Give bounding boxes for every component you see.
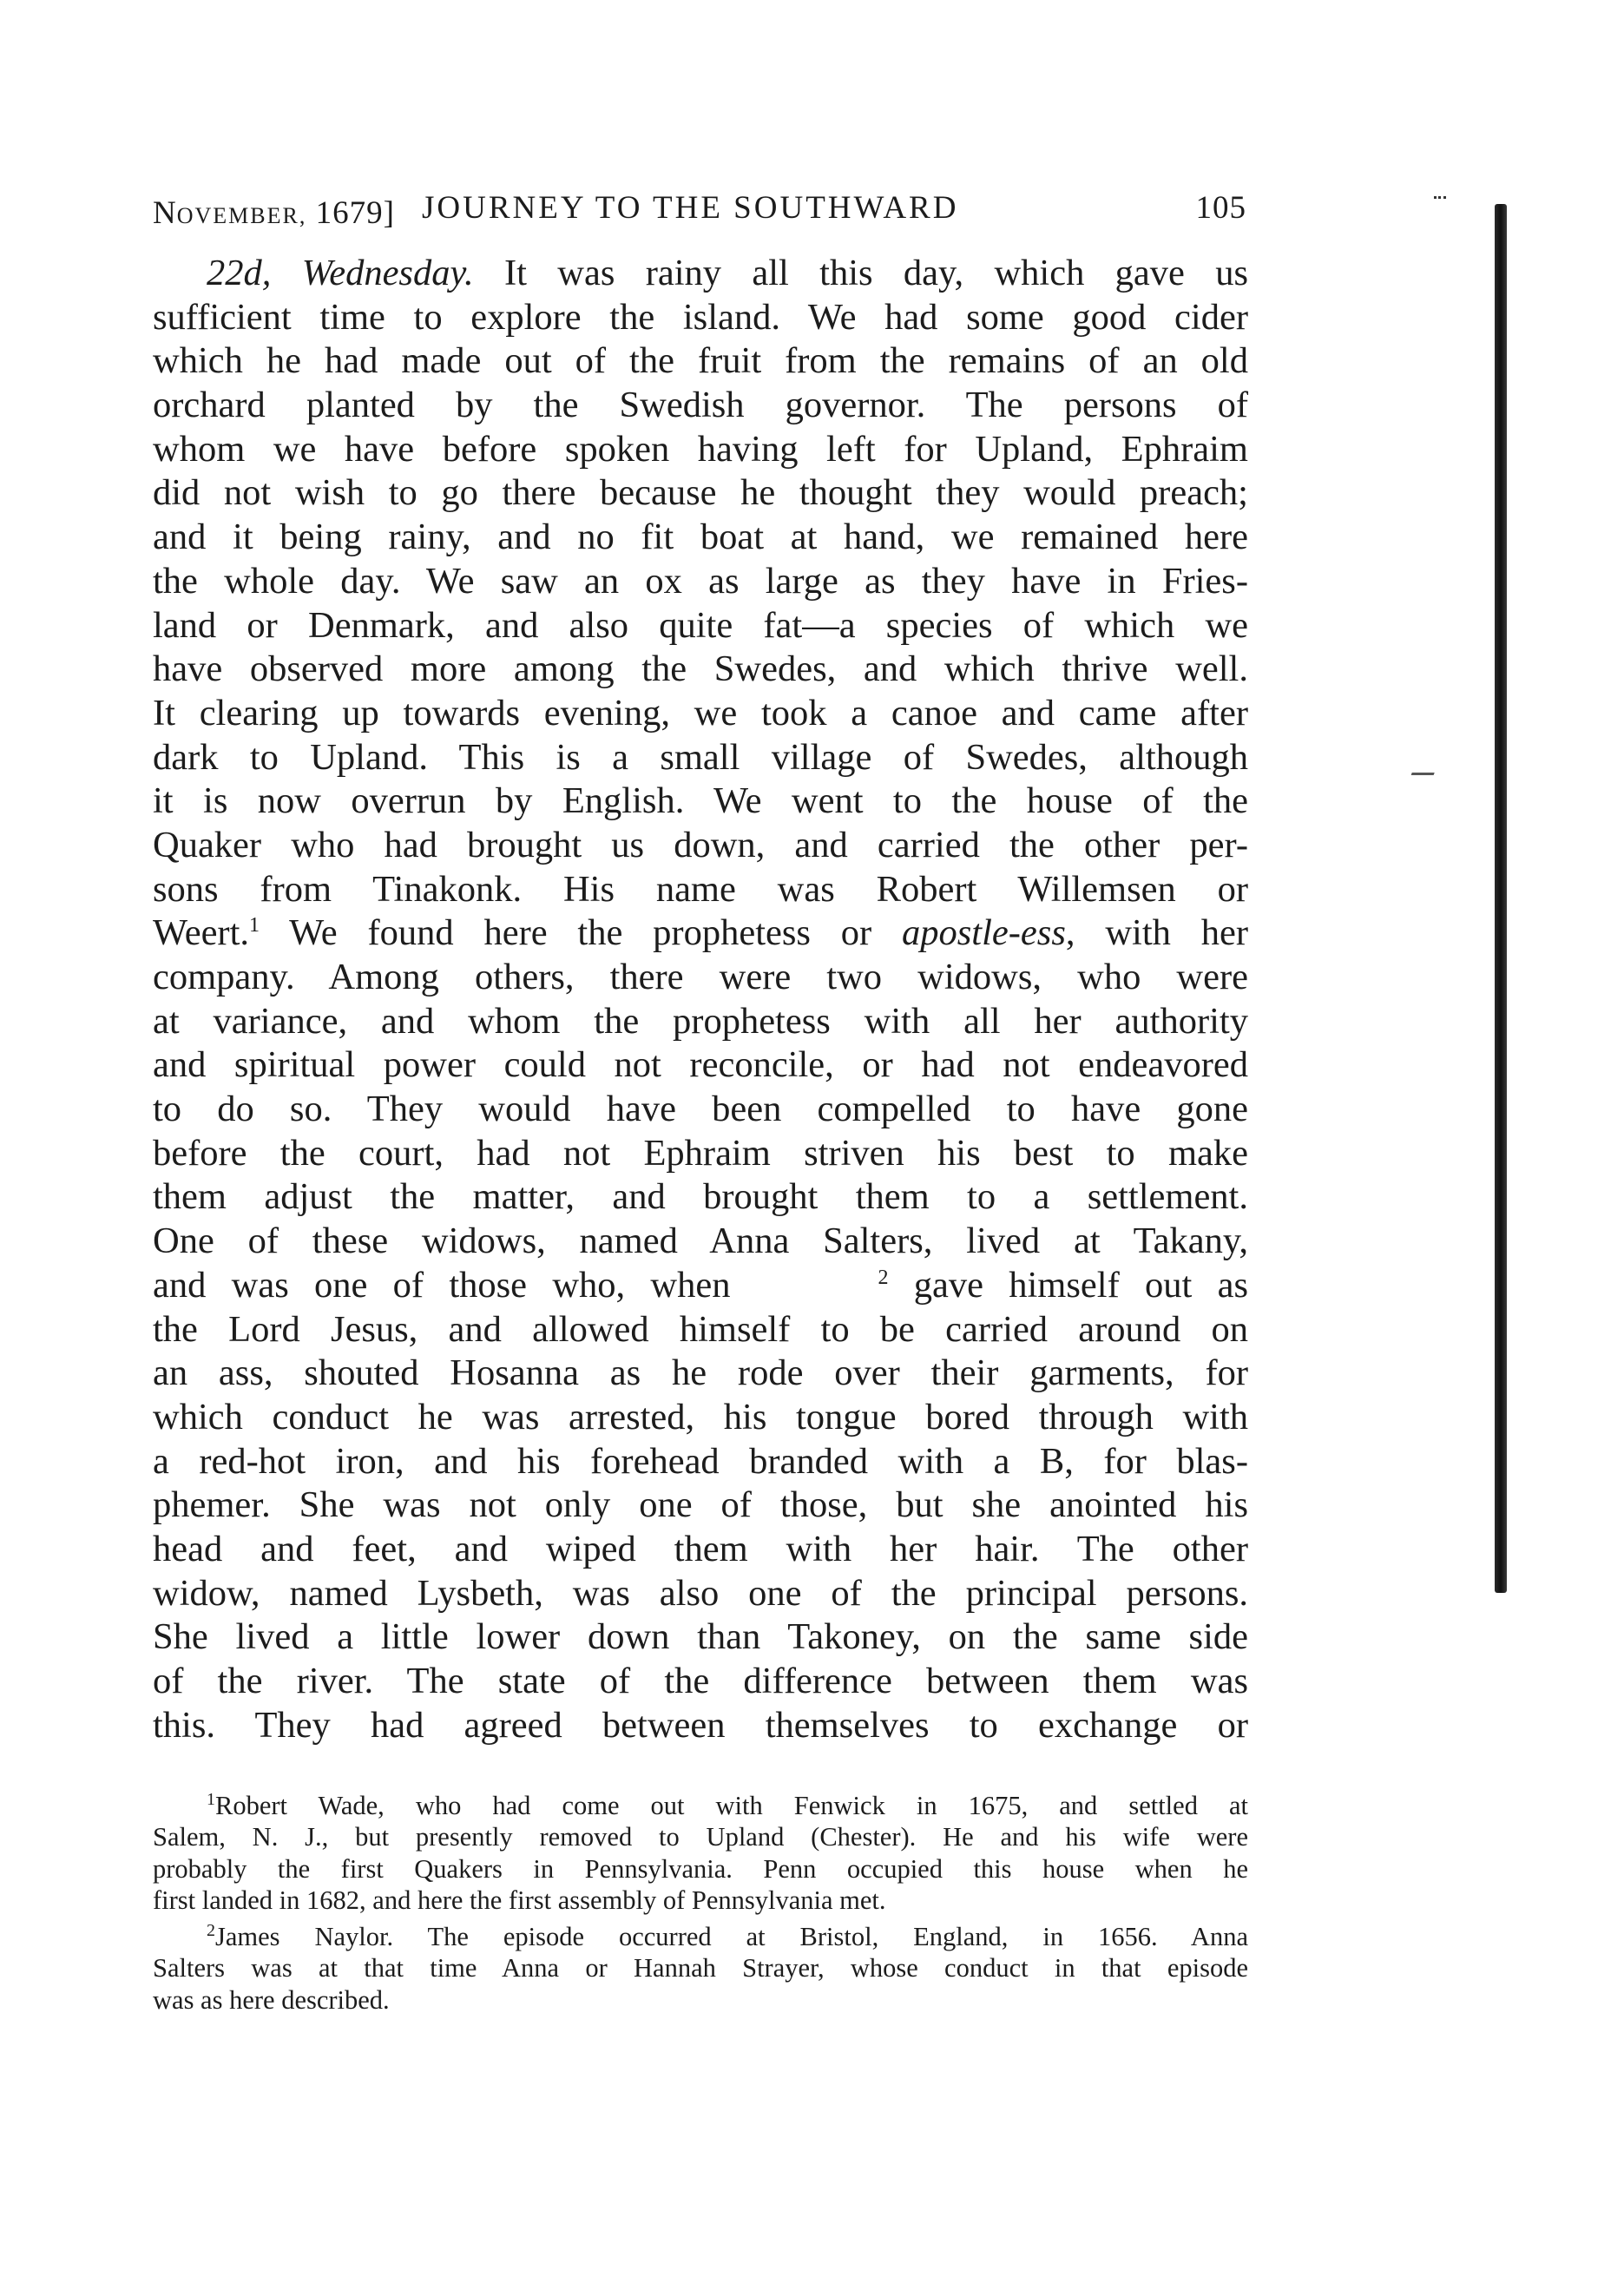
text-line bbox=[153, 1264, 1248, 1308]
text-line: the whole day. We saw an ox as large as they have in Fries- bbox=[153, 560, 1248, 602]
text-line: to do so. They would have been compelled to have gone bbox=[153, 1089, 1248, 1130]
text-line bbox=[153, 252, 1248, 296]
date-smallcaps: OVEMBER, bbox=[176, 203, 307, 228]
running-head bbox=[153, 189, 1246, 241]
text-fragment: Weert. bbox=[153, 912, 250, 954]
running-head-title: JOURNEY TO THE SOUTHWARD bbox=[422, 190, 959, 226]
date-year: 1679] bbox=[315, 195, 395, 231]
text-line: did not wish to go there because he thought they would preach; bbox=[153, 472, 1248, 514]
binding-shadow bbox=[1495, 204, 1507, 1593]
footnote-line bbox=[153, 1921, 1248, 1952]
text-line: a red-hot iron, and his forehead branded with a B, for blas- bbox=[153, 1440, 1248, 1482]
text-line: and it being rainy, and no fit boat at hand, we remained here bbox=[153, 516, 1248, 558]
text-line: sons from Tinakonk. His name was Robert Willemsen or bbox=[153, 868, 1248, 910]
text-line: of the river. The state of the difference between them was bbox=[153, 1661, 1248, 1701]
footnote-line: Salters was at that time Anna or Hannah Strayer, whose conduct in that episode bbox=[153, 1953, 1248, 1984]
text-line: phemer. She was not only one of those, but she anointed his bbox=[153, 1484, 1248, 1526]
text-line: this. They had agreed between themselves to exchange or bbox=[153, 1704, 1248, 1746]
text-line: an ass, shouted Hosanna as he rode over their garments, for bbox=[153, 1352, 1248, 1394]
text-line: before the court, had not Ephraim striven his best to make bbox=[153, 1132, 1248, 1174]
text-line: company. Among others, there were two widows, who were bbox=[153, 957, 1248, 997]
main-text bbox=[153, 252, 1248, 1747]
text-line: She lived a little lower down than Takoney, on the same side bbox=[153, 1616, 1248, 1658]
margin-mark bbox=[1411, 764, 1438, 775]
footnote-ref-1[interactable]: 1 bbox=[249, 914, 260, 937]
footnote-line bbox=[153, 1790, 1248, 1821]
text-line: have observed more among the Swedes, and which thrive well. bbox=[153, 648, 1248, 690]
footnote-2 bbox=[153, 1921, 1248, 2016]
text-line: dark to Upland. This is a small village of Swedes, although bbox=[153, 736, 1248, 778]
text-line: whom we have before spoken having left for Upland, Ephraim bbox=[153, 428, 1248, 470]
text-fragment: and was one of those who, when bbox=[153, 1264, 731, 1306]
page-number: 105 bbox=[1195, 190, 1246, 226]
footnote-number: 1 bbox=[207, 1789, 215, 1809]
text-fragment: gave himself out as bbox=[913, 1264, 1248, 1306]
text-line: which conduct he was arrested, his tongue bored through with bbox=[153, 1396, 1248, 1437]
text-fragment: , with her bbox=[1065, 912, 1248, 954]
text-fragment: It was rainy all this day, which gave us bbox=[503, 253, 1249, 293]
footnote-ref-2[interactable]: 2 bbox=[878, 1266, 889, 1289]
footnote-line: probably the first Quakers in Pennsylvania. Penn occupied this house when he bbox=[153, 1853, 1248, 1884]
text-line: and spiritual power could not reconcile, or had not endeavored bbox=[153, 1044, 1248, 1086]
text-line: at variance, and whom the prophetess with all her authority bbox=[153, 1000, 1248, 1042]
text-line: Quaker who had brought us down, and carried the other per- bbox=[153, 824, 1248, 865]
text-fragment: Robert Wade, who had come out with Fenwick in 1675, and settled at bbox=[215, 1791, 1248, 1820]
footnote-number: 2 bbox=[207, 1921, 215, 1941]
footnotes bbox=[153, 1790, 1248, 2016]
text-line: head and feet, and wiped them with her hair. The other bbox=[153, 1528, 1248, 1569]
running-head-date bbox=[153, 194, 395, 232]
italic-term: apostle-ess bbox=[902, 912, 1066, 954]
text-line: orchard planted by the Swedish governor. The persons of bbox=[153, 385, 1248, 426]
text-line: them adjust the matter, and brought them to a settlement. bbox=[153, 1176, 1248, 1218]
footnote-line: first landed in 1682, and here the first assembly of Pennsylvania met. bbox=[153, 1885, 886, 1915]
text-line: the Lord Jesus, and allowed himself to be carried around on bbox=[153, 1308, 1248, 1350]
text-fragment: James Naylor. The episode occurred at Bristol, England, in 1656. Anna bbox=[215, 1922, 1248, 1952]
text-line: One of these widows, named Anna Salters, lived at Takany, bbox=[153, 1220, 1248, 1262]
text-line bbox=[153, 911, 1248, 956]
text-line: which he had made out of the fruit from the remains of an old bbox=[153, 340, 1248, 382]
entry-date: 22d, Wednesday. bbox=[207, 253, 474, 293]
text-line: land or Denmark, and also quite fat—a species of which we bbox=[153, 604, 1248, 646]
text-line: It clearing up towards evening, we took a canoe and came after bbox=[153, 692, 1248, 734]
footnote-line: Salem, N. J., but presently removed to Upland (Chester). He and his wife were bbox=[153, 1822, 1248, 1852]
footnote-1 bbox=[153, 1790, 1248, 1916]
scan-mark bbox=[1434, 196, 1446, 202]
text-line: it is now overrun by English. We went to the house of the bbox=[153, 780, 1248, 822]
date-prefix: N bbox=[153, 195, 177, 231]
footnote-line: was as here described. bbox=[153, 1984, 390, 2015]
text-fragment: We found here the prophetess or bbox=[289, 912, 872, 954]
text-line: sufficient time to explore the island. We had some good cider bbox=[153, 296, 1248, 338]
text-line: widow, named Lysbeth, was also one of the principal persons. bbox=[153, 1572, 1248, 1614]
